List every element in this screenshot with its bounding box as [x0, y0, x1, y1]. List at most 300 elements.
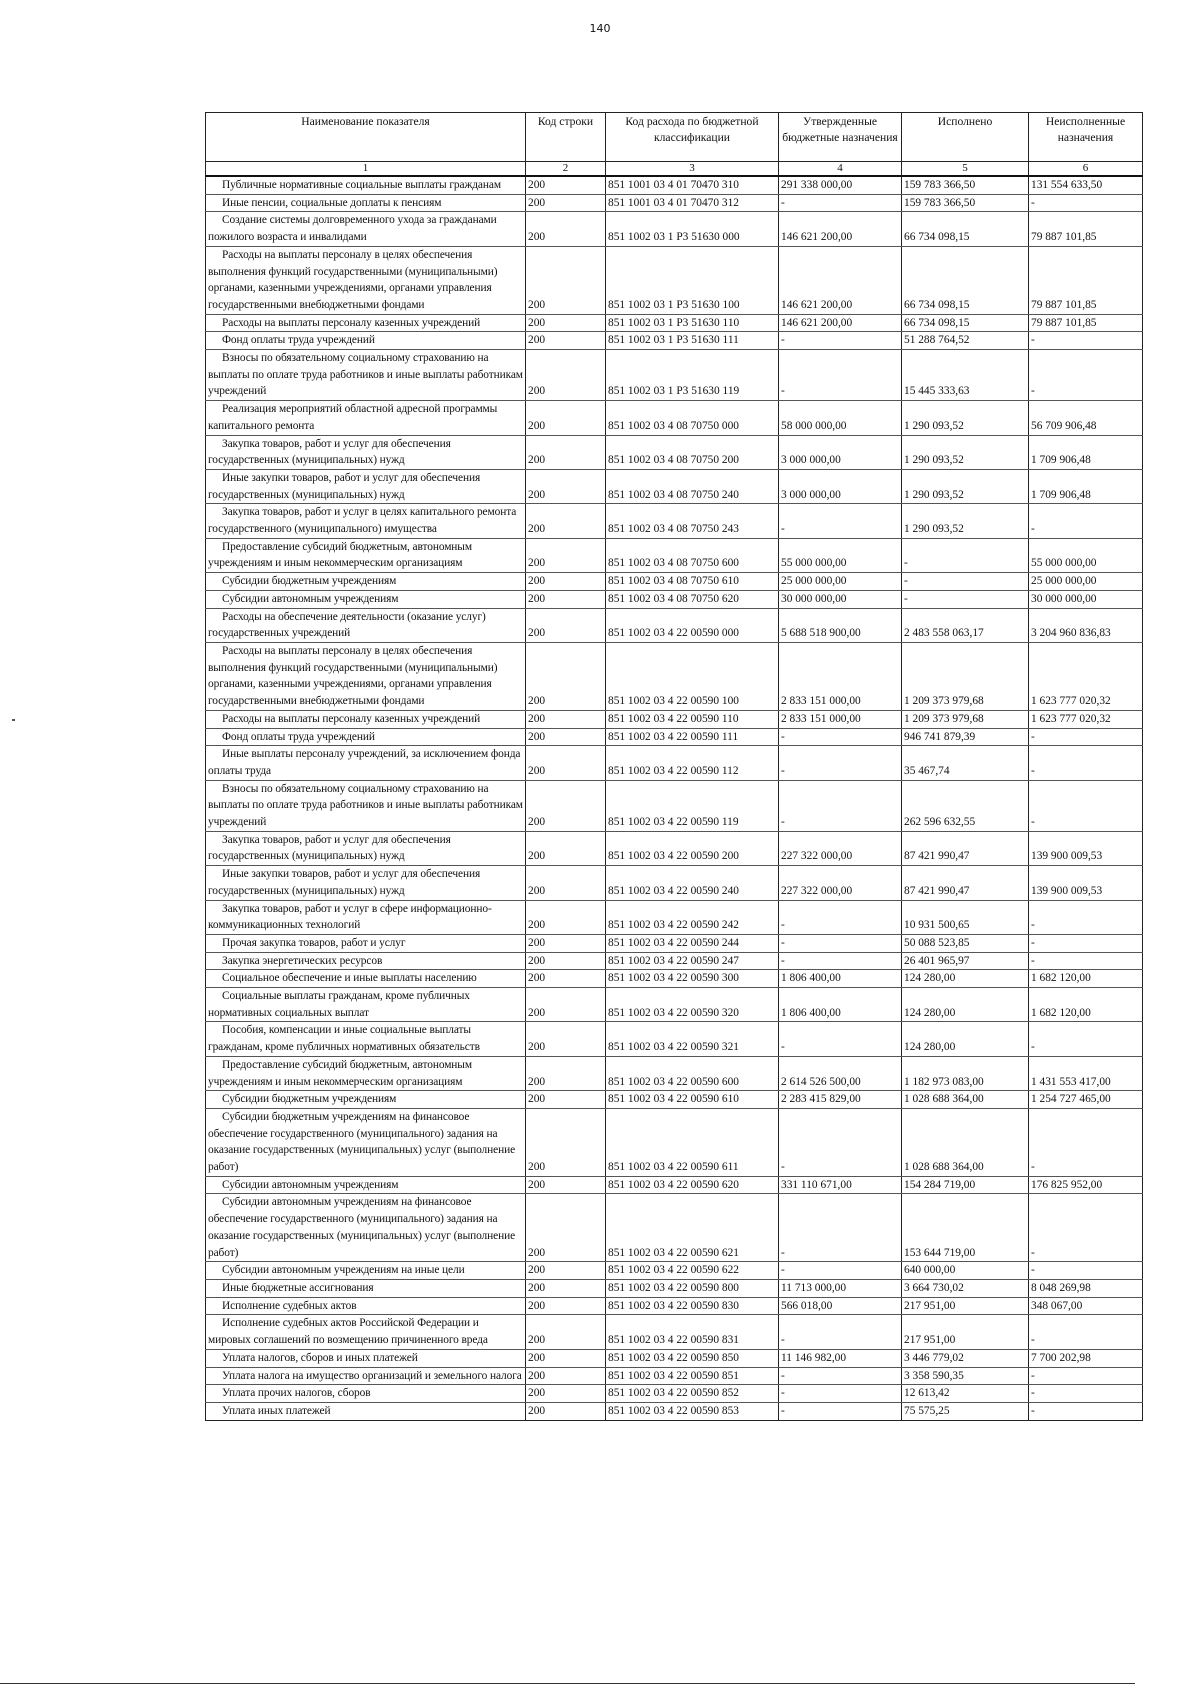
cell-unexecuted: 25 000 000,00	[1029, 573, 1143, 591]
cell-indicator-name: Расходы на выплаты персоналу казенных учреждений	[206, 710, 526, 728]
cell-approved: -	[779, 1022, 902, 1056]
table-row	[206, 1056, 1143, 1090]
cell-classification-code: 851 1002 03 4 22 00590 000	[606, 608, 779, 642]
cell-unexecuted: 1 682 120,00	[1029, 988, 1143, 1022]
column-number: 3	[606, 162, 779, 177]
header-unexecuted-appropriations: Неисполненные назначения	[1029, 113, 1143, 162]
table-row	[206, 176, 1143, 194]
cell-classification-code: 851 1001 03 4 01 70470 312	[606, 194, 779, 212]
cell-indicator-name: Иные выплаты персоналу учреждений, за исключением фонда оплаты труда	[206, 746, 526, 780]
cell-unexecuted: -	[1029, 900, 1143, 934]
cell-line-code: 200	[526, 1108, 606, 1176]
cell-classification-code: 851 1002 03 4 22 00590 300	[606, 970, 779, 988]
cell-approved: 566 018,00	[779, 1297, 902, 1315]
cell-indicator-name: Закупка товаров, работ и услуг в целях капитального ремонта государственного (муниципального) имущества	[206, 504, 526, 538]
cell-approved: -	[779, 504, 902, 538]
cell-approved: 146 621 200,00	[779, 314, 902, 332]
cell-approved: -	[779, 900, 902, 934]
cell-unexecuted: 56 709 906,48	[1029, 401, 1143, 435]
table-row	[206, 900, 1143, 934]
cell-line-code: 200	[526, 194, 606, 212]
cell-approved: -	[779, 780, 902, 831]
cell-classification-code: 851 1002 03 4 22 00590 621	[606, 1194, 779, 1262]
table-row	[206, 314, 1143, 332]
cell-executed: -	[902, 573, 1029, 591]
cell-classification-code: 851 1002 03 4 22 00590 119	[606, 780, 779, 831]
cell-unexecuted: 1 623 777 020,32	[1029, 710, 1143, 728]
table-row	[206, 1367, 1143, 1385]
cell-classification-code: 851 1002 03 1 P3 51630 111	[606, 332, 779, 350]
cell-approved: -	[779, 1315, 902, 1349]
cell-approved: -	[779, 350, 902, 401]
header-approved-appropriations: Утвержденные бюджетные назначения	[779, 113, 902, 162]
cell-approved: 1 806 400,00	[779, 970, 902, 988]
cell-unexecuted: -	[1029, 1367, 1143, 1385]
cell-classification-code: 851 1002 03 4 22 00590 831	[606, 1315, 779, 1349]
cell-line-code: 200	[526, 401, 606, 435]
cell-classification-code: 851 1002 03 4 08 70750 620	[606, 590, 779, 608]
cell-executed: 124 280,00	[902, 1022, 1029, 1056]
cell-unexecuted: 176 825 952,00	[1029, 1176, 1143, 1194]
cell-approved: 227 322 000,00	[779, 831, 902, 865]
header-executed: Исполнено	[902, 113, 1029, 162]
table-row	[206, 1385, 1143, 1403]
table-row	[206, 1297, 1143, 1315]
cell-line-code: 200	[526, 970, 606, 988]
cell-executed: 12 613,42	[902, 1385, 1029, 1403]
cell-line-code: 200	[526, 900, 606, 934]
cell-line-code: 200	[526, 1022, 606, 1056]
scan-margin-mark	[12, 719, 15, 721]
cell-classification-code: 851 1002 03 4 22 00590 850	[606, 1349, 779, 1367]
cell-unexecuted: 30 000 000,00	[1029, 590, 1143, 608]
cell-unexecuted: -	[1029, 1385, 1143, 1403]
cell-line-code: 200	[526, 1091, 606, 1109]
cell-executed: 1 209 373 979,68	[902, 710, 1029, 728]
cell-executed: 1 182 973 083,00	[902, 1056, 1029, 1090]
table-row	[206, 590, 1143, 608]
cell-classification-code: 851 1002 03 1 P3 51630 100	[606, 246, 779, 314]
cell-indicator-name: Расходы на выплаты персоналу казенных учреждений	[206, 314, 526, 332]
cell-unexecuted: -	[1029, 332, 1143, 350]
cell-unexecuted: -	[1029, 1315, 1143, 1349]
cell-unexecuted: 1 254 727 465,00	[1029, 1091, 1143, 1109]
cell-executed: 3 446 779,02	[902, 1349, 1029, 1367]
table-row	[206, 1402, 1143, 1420]
cell-approved: 331 110 671,00	[779, 1176, 902, 1194]
cell-indicator-name: Субсидии бюджетным учреждениям	[206, 573, 526, 591]
cell-indicator-name: Социальные выплаты гражданам, кроме публичных нормативных социальных выплат	[206, 988, 526, 1022]
table-row	[206, 780, 1143, 831]
cell-line-code: 200	[526, 1176, 606, 1194]
cell-line-code: 200	[526, 710, 606, 728]
cell-indicator-name: Уплата прочих налогов, сборов	[206, 1385, 526, 1403]
cell-indicator-name: Субсидии автономным учреждениям на иные цели	[206, 1262, 526, 1280]
cell-classification-code: 851 1002 03 4 08 70750 610	[606, 573, 779, 591]
cell-approved: -	[779, 1262, 902, 1280]
cell-executed: 1 290 093,52	[902, 469, 1029, 503]
cell-approved: 1 806 400,00	[779, 988, 902, 1022]
cell-approved: -	[779, 1194, 902, 1262]
cell-line-code: 200	[526, 1367, 606, 1385]
header-budget-classification-code: Код расхода по бюджетной классификации	[606, 113, 779, 162]
cell-classification-code: 851 1002 03 4 08 70750 000	[606, 401, 779, 435]
cell-approved: 11 146 982,00	[779, 1349, 902, 1367]
cell-executed: 124 280,00	[902, 988, 1029, 1022]
cell-indicator-name: Взносы по обязательному социальному страхованию на выплаты по оплате труда работников и иные выплаты работникам учреждений	[206, 350, 526, 401]
cell-executed: 1 290 093,52	[902, 435, 1029, 469]
cell-executed: 1 028 688 364,00	[902, 1091, 1029, 1109]
cell-unexecuted: -	[1029, 952, 1143, 970]
table-row	[206, 1315, 1143, 1349]
cell-unexecuted: 1 682 120,00	[1029, 970, 1143, 988]
cell-approved: -	[779, 1385, 902, 1403]
cell-executed: 1 209 373 979,68	[902, 642, 1029, 710]
cell-classification-code: 851 1002 03 4 22 00590 320	[606, 988, 779, 1022]
cell-line-code: 200	[526, 934, 606, 952]
cell-indicator-name: Закупка товаров, работ и услуг для обеспечения государственных (муниципальных) нужд	[206, 831, 526, 865]
column-number: 4	[779, 162, 902, 177]
table-row	[206, 332, 1143, 350]
table-row	[206, 970, 1143, 988]
cell-unexecuted: 79 887 101,85	[1029, 246, 1143, 314]
cell-line-code: 200	[526, 1385, 606, 1403]
cell-line-code: 200	[526, 1262, 606, 1280]
cell-indicator-name: Иные закупки товаров, работ и услуг для обеспечения государственных (муниципальных) нужд	[206, 469, 526, 503]
cell-classification-code: 851 1002 03 4 22 00590 200	[606, 831, 779, 865]
cell-unexecuted: 1 709 906,48	[1029, 435, 1143, 469]
cell-classification-code: 851 1002 03 4 22 00590 610	[606, 1091, 779, 1109]
table-row	[206, 642, 1143, 710]
table-header	[206, 113, 1143, 177]
cell-line-code: 200	[526, 538, 606, 572]
cell-indicator-name: Прочая закупка товаров, работ и услуг	[206, 934, 526, 952]
cell-unexecuted: -	[1029, 728, 1143, 746]
cell-approved: -	[779, 194, 902, 212]
cell-classification-code: 851 1002 03 4 22 00590 622	[606, 1262, 779, 1280]
cell-executed: 26 401 965,97	[902, 952, 1029, 970]
cell-executed: 262 596 632,55	[902, 780, 1029, 831]
cell-executed: 217 951,00	[902, 1297, 1029, 1315]
cell-executed: 159 783 366,50	[902, 176, 1029, 194]
cell-executed: 1 290 093,52	[902, 504, 1029, 538]
cell-unexecuted: 131 554 633,50	[1029, 176, 1143, 194]
cell-line-code: 200	[526, 573, 606, 591]
cell-line-code: 200	[526, 1056, 606, 1090]
cell-line-code: 200	[526, 332, 606, 350]
cell-unexecuted: 1 623 777 020,32	[1029, 642, 1143, 710]
table-row	[206, 1176, 1143, 1194]
cell-executed: 946 741 879,39	[902, 728, 1029, 746]
cell-executed: 66 734 098,15	[902, 314, 1029, 332]
cell-unexecuted: -	[1029, 194, 1143, 212]
header-line-code: Код строки	[526, 113, 606, 162]
column-number: 2	[526, 162, 606, 177]
cell-approved: -	[779, 728, 902, 746]
cell-line-code: 200	[526, 212, 606, 246]
cell-indicator-name: Предоставление субсидий бюджетным, автономным учреждениям и иным некоммерческим организациям	[206, 1056, 526, 1090]
cell-indicator-name: Закупка товаров, работ и услуг для обеспечения государственных (муниципальных) нужд	[206, 435, 526, 469]
cell-approved: 11 713 000,00	[779, 1280, 902, 1298]
cell-unexecuted: -	[1029, 1108, 1143, 1176]
cell-classification-code: 851 1002 03 4 22 00590 110	[606, 710, 779, 728]
cell-unexecuted: 139 900 009,53	[1029, 831, 1143, 865]
cell-indicator-name: Пособия, компенсации и иные социальные выплаты гражданам, кроме публичных нормативных обязательств	[206, 1022, 526, 1056]
cell-indicator-name: Реализация мероприятий областной адресной программы капитального ремонта	[206, 401, 526, 435]
cell-line-code: 200	[526, 314, 606, 332]
table-row	[206, 934, 1143, 952]
cell-approved: 55 000 000,00	[779, 538, 902, 572]
page-number: 140	[589, 22, 611, 35]
cell-line-code: 200	[526, 642, 606, 710]
cell-unexecuted: 3 204 960 836,83	[1029, 608, 1143, 642]
cell-approved: 227 322 000,00	[779, 866, 902, 900]
cell-classification-code: 851 1002 03 4 22 00590 112	[606, 746, 779, 780]
cell-executed: 3 664 730,02	[902, 1280, 1029, 1298]
cell-indicator-name: Публичные нормативные социальные выплаты гражданам	[206, 176, 526, 194]
cell-line-code: 200	[526, 1402, 606, 1420]
cell-executed: 66 734 098,15	[902, 212, 1029, 246]
cell-executed: 153 644 719,00	[902, 1194, 1029, 1262]
cell-line-code: 200	[526, 469, 606, 503]
cell-indicator-name: Расходы на выплаты персоналу в целях обеспечения выполнения функций государственными (муниципальными) органами, казенными учреждениями, органами управления государственными внебюджетными фондами	[206, 246, 526, 314]
cell-approved: 146 621 200,00	[779, 246, 902, 314]
cell-approved: -	[779, 952, 902, 970]
cell-approved: 2 833 151 000,00	[779, 642, 902, 710]
cell-classification-code: 851 1002 03 4 22 00590 111	[606, 728, 779, 746]
table-row	[206, 350, 1143, 401]
cell-executed: 1 290 093,52	[902, 401, 1029, 435]
cell-line-code: 200	[526, 350, 606, 401]
cell-unexecuted: 7 700 202,98	[1029, 1349, 1143, 1367]
cell-classification-code: 851 1002 03 4 08 70750 200	[606, 435, 779, 469]
table-row	[206, 212, 1143, 246]
cell-executed: 75 575,25	[902, 1402, 1029, 1420]
column-number: 1	[206, 162, 526, 177]
column-number: 6	[1029, 162, 1143, 177]
cell-line-code: 200	[526, 1349, 606, 1367]
cell-approved: 146 621 200,00	[779, 212, 902, 246]
cell-indicator-name: Субсидии автономным учреждениям на финансовое обеспечение государственного (муниципального) задания на оказание государственных (муниципальных) услуг (выполнение работ)	[206, 1194, 526, 1262]
table-row	[206, 538, 1143, 572]
cell-approved: -	[779, 934, 902, 952]
cell-classification-code: 851 1002 03 4 22 00590 611	[606, 1108, 779, 1176]
cell-line-code: 200	[526, 988, 606, 1022]
cell-executed: 51 288 764,52	[902, 332, 1029, 350]
cell-classification-code: 851 1002 03 4 22 00590 620	[606, 1176, 779, 1194]
column-number-row	[206, 162, 1143, 177]
cell-executed: 159 783 366,50	[902, 194, 1029, 212]
cell-executed: 10 931 500,65	[902, 900, 1029, 934]
cell-line-code: 200	[526, 504, 606, 538]
cell-classification-code: 851 1001 03 4 01 70470 310	[606, 176, 779, 194]
table-row	[206, 1262, 1143, 1280]
table-row	[206, 952, 1143, 970]
cell-indicator-name: Предоставление субсидий бюджетным, автономным учреждениям и иным некоммерческим организациям	[206, 538, 526, 572]
cell-executed: 66 734 098,15	[902, 246, 1029, 314]
cell-approved: 3 000 000,00	[779, 435, 902, 469]
cell-executed: 2 483 558 063,17	[902, 608, 1029, 642]
cell-classification-code: 851 1002 03 4 08 70750 600	[606, 538, 779, 572]
header-row	[206, 113, 1143, 162]
table-body	[206, 176, 1143, 1420]
cell-line-code: 200	[526, 831, 606, 865]
cell-line-code: 200	[526, 1315, 606, 1349]
cell-executed: 87 421 990,47	[902, 866, 1029, 900]
cell-unexecuted: 1 709 906,48	[1029, 469, 1143, 503]
cell-classification-code: 851 1002 03 4 22 00590 851	[606, 1367, 779, 1385]
cell-indicator-name: Взносы по обязательному социальному страхованию на выплаты по оплате труда работников и иные выплаты работникам учреждений	[206, 780, 526, 831]
cell-approved: 3 000 000,00	[779, 469, 902, 503]
cell-executed: 15 445 333,63	[902, 350, 1029, 401]
table-row	[206, 504, 1143, 538]
cell-unexecuted: 1 431 553 417,00	[1029, 1056, 1143, 1090]
table-row	[206, 194, 1143, 212]
budget-execution-table	[205, 112, 1143, 1421]
cell-classification-code: 851 1002 03 4 22 00590 321	[606, 1022, 779, 1056]
cell-indicator-name: Уплата налога на имущество организаций и земельного налога	[206, 1367, 526, 1385]
table-row	[206, 831, 1143, 865]
cell-line-code: 200	[526, 728, 606, 746]
cell-indicator-name: Субсидии бюджетным учреждениям на финансовое обеспечение государственного (муниципального) задания на оказание государственных (муниципальных) услуг (выполнение работ)	[206, 1108, 526, 1176]
cell-executed: -	[902, 538, 1029, 572]
cell-indicator-name: Социальное обеспечение и иные выплаты населению	[206, 970, 526, 988]
cell-classification-code: 851 1002 03 4 22 00590 100	[606, 642, 779, 710]
cell-indicator-name: Уплата иных платежей	[206, 1402, 526, 1420]
cell-executed: 3 358 590,35	[902, 1367, 1029, 1385]
cell-classification-code: 851 1002 03 4 22 00590 852	[606, 1385, 779, 1403]
cell-approved: -	[779, 1367, 902, 1385]
cell-unexecuted: -	[1029, 1262, 1143, 1280]
cell-line-code: 200	[526, 176, 606, 194]
cell-approved: 5 688 518 900,00	[779, 608, 902, 642]
cell-executed: 217 951,00	[902, 1315, 1029, 1349]
cell-executed: 1 028 688 364,00	[902, 1108, 1029, 1176]
table-row	[206, 728, 1143, 746]
cell-indicator-name: Иные пенсии, социальные доплаты к пенсиям	[206, 194, 526, 212]
cell-approved: 291 338 000,00	[779, 176, 902, 194]
cell-line-code: 200	[526, 608, 606, 642]
cell-unexecuted: 79 887 101,85	[1029, 212, 1143, 246]
cell-unexecuted: -	[1029, 504, 1143, 538]
cell-classification-code: 851 1002 03 4 22 00590 244	[606, 934, 779, 952]
table-row	[206, 1022, 1143, 1056]
cell-line-code: 200	[526, 746, 606, 780]
cell-line-code: 200	[526, 590, 606, 608]
cell-unexecuted: 348 067,00	[1029, 1297, 1143, 1315]
cell-approved: 2 283 415 829,00	[779, 1091, 902, 1109]
cell-classification-code: 851 1002 03 1 P3 51630 110	[606, 314, 779, 332]
cell-indicator-name: Расходы на обеспечение деятельности (оказание услуг) государственных учреждений	[206, 608, 526, 642]
cell-unexecuted: -	[1029, 746, 1143, 780]
cell-executed: 640 000,00	[902, 1262, 1029, 1280]
table-row	[206, 1091, 1143, 1109]
cell-indicator-name: Создание системы долговременного ухода за гражданами пожилого возраста и инвалидами	[206, 212, 526, 246]
cell-unexecuted: 8 048 269,98	[1029, 1280, 1143, 1298]
cell-approved: 58 000 000,00	[779, 401, 902, 435]
cell-line-code: 200	[526, 1297, 606, 1315]
cell-unexecuted: -	[1029, 1022, 1143, 1056]
table-row	[206, 573, 1143, 591]
cell-classification-code: 851 1002 03 4 22 00590 830	[606, 1297, 779, 1315]
cell-classification-code: 851 1002 03 4 22 00590 242	[606, 900, 779, 934]
cell-indicator-name: Субсидии автономным учреждениям	[206, 1176, 526, 1194]
cell-unexecuted: -	[1029, 1194, 1143, 1262]
cell-indicator-name: Расходы на выплаты персоналу в целях обеспечения выполнения функций государственными (муниципальными) органами, казенными учреждениями, органами управления государственными внебюджетными фондами	[206, 642, 526, 710]
table-row	[206, 608, 1143, 642]
cell-indicator-name: Субсидии автономным учреждениям	[206, 590, 526, 608]
cell-indicator-name: Исполнение судебных актов Российской Федерации и мировых соглашений по возмещению причиненного вреда	[206, 1315, 526, 1349]
cell-line-code: 200	[526, 1194, 606, 1262]
table-row	[206, 710, 1143, 728]
cell-unexecuted: -	[1029, 780, 1143, 831]
cell-classification-code: 851 1002 03 4 22 00590 800	[606, 1280, 779, 1298]
cell-line-code: 200	[526, 780, 606, 831]
table-row	[206, 1349, 1143, 1367]
cell-classification-code: 851 1002 03 4 22 00590 240	[606, 866, 779, 900]
table-row	[206, 435, 1143, 469]
cell-executed: 124 280,00	[902, 970, 1029, 988]
cell-unexecuted: 55 000 000,00	[1029, 538, 1143, 572]
table-row	[206, 401, 1143, 435]
cell-classification-code: 851 1002 03 4 08 70750 243	[606, 504, 779, 538]
cell-unexecuted: -	[1029, 350, 1143, 401]
cell-indicator-name: Закупка товаров, работ и услуг в сфере информационно-коммуникационных технологий	[206, 900, 526, 934]
cell-indicator-name: Исполнение судебных актов	[206, 1297, 526, 1315]
cell-approved: -	[779, 746, 902, 780]
cell-executed: -	[902, 590, 1029, 608]
header-indicator-name: Наименование показателя	[206, 113, 526, 162]
cell-line-code: 200	[526, 435, 606, 469]
cell-approved: 2 833 151 000,00	[779, 710, 902, 728]
bottom-rule	[0, 1683, 1135, 1684]
cell-approved: 30 000 000,00	[779, 590, 902, 608]
table-row	[206, 469, 1143, 503]
cell-approved: -	[779, 1402, 902, 1420]
cell-classification-code: 851 1002 03 4 08 70750 240	[606, 469, 779, 503]
cell-indicator-name: Фонд оплаты труда учреждений	[206, 332, 526, 350]
cell-executed: 35 467,74	[902, 746, 1029, 780]
cell-unexecuted: -	[1029, 1402, 1143, 1420]
cell-indicator-name: Уплата налогов, сборов и иных платежей	[206, 1349, 526, 1367]
cell-indicator-name: Фонд оплаты труда учреждений	[206, 728, 526, 746]
cell-indicator-name: Иные закупки товаров, работ и услуг для обеспечения государственных (муниципальных) нужд	[206, 866, 526, 900]
table-row	[206, 1194, 1143, 1262]
cell-executed: 50 088 523,85	[902, 934, 1029, 952]
cell-line-code: 200	[526, 246, 606, 314]
cell-unexecuted: -	[1029, 934, 1143, 952]
table-row	[206, 246, 1143, 314]
cell-approved: -	[779, 332, 902, 350]
cell-classification-code: 851 1002 03 1 P3 51630 000	[606, 212, 779, 246]
table-row	[206, 988, 1143, 1022]
cell-line-code: 200	[526, 952, 606, 970]
cell-line-code: 200	[526, 866, 606, 900]
cell-classification-code: 851 1002 03 4 22 00590 600	[606, 1056, 779, 1090]
table-row	[206, 866, 1143, 900]
table-row	[206, 1280, 1143, 1298]
cell-executed: 154 284 719,00	[902, 1176, 1029, 1194]
table-row	[206, 1108, 1143, 1176]
column-number: 5	[902, 162, 1029, 177]
cell-indicator-name: Закупка энергетических ресурсов	[206, 952, 526, 970]
cell-classification-code: 851 1002 03 4 22 00590 247	[606, 952, 779, 970]
cell-line-code: 200	[526, 1280, 606, 1298]
cell-unexecuted: 139 900 009,53	[1029, 866, 1143, 900]
cell-approved: 2 614 526 500,00	[779, 1056, 902, 1090]
cell-classification-code: 851 1002 03 4 22 00590 853	[606, 1402, 779, 1420]
table-row	[206, 746, 1143, 780]
